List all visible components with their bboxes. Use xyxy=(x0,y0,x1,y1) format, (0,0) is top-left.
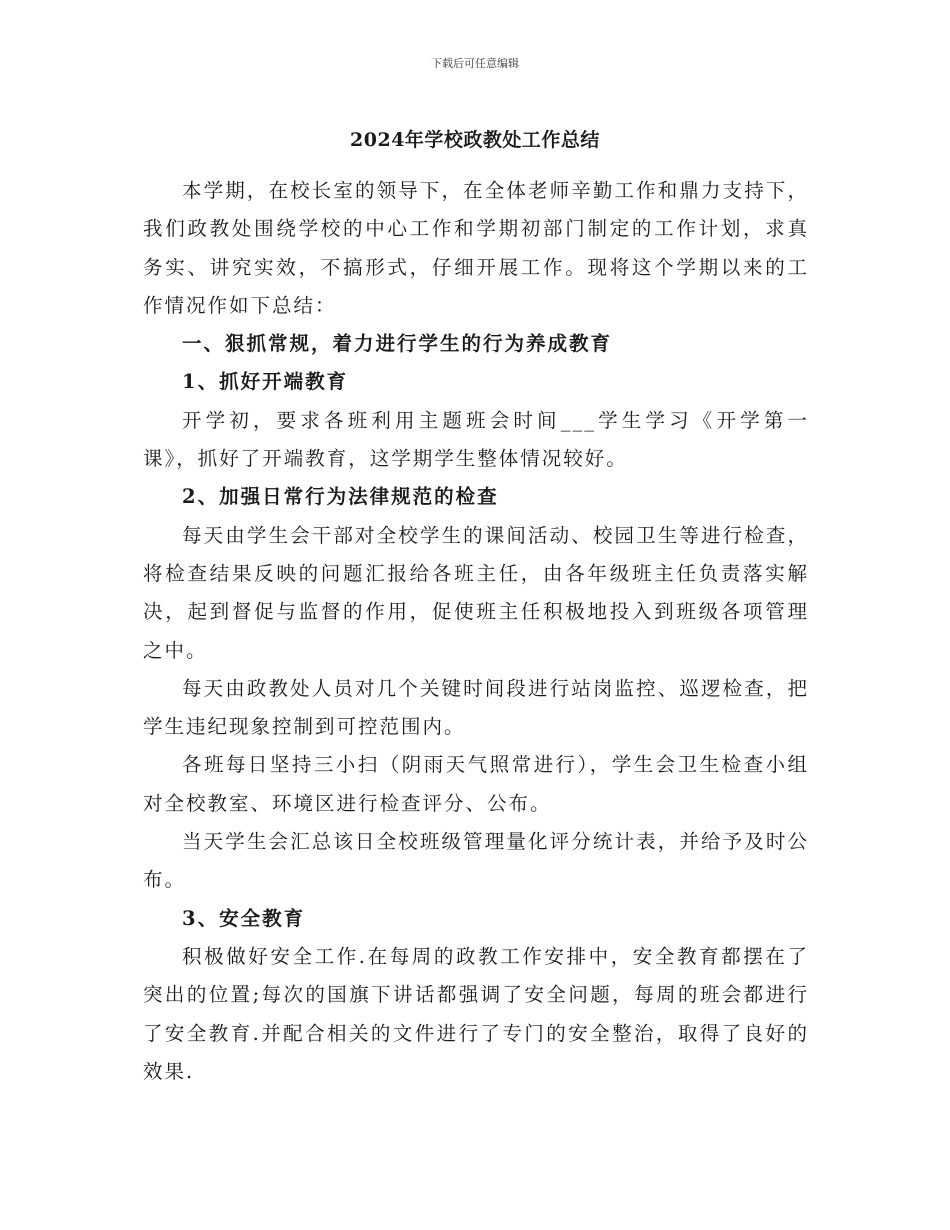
section-heading-1: 一、狠抓常规，着力进行学生的行为养成教育 xyxy=(182,332,613,356)
paragraph: 各班每日坚持三小扫（阴雨天气照常进行），学生会卫生检查小组对全校教室、环境区进行检查评分、公布。 xyxy=(143,753,809,815)
paragraph: 积极做好安全工作.在每周的政教工作安排中，安全教育都摆在了突出的位置;每次的国旗下讲话都强调了安全问题，每周的班会都进行了安全教育.并配合相关的文件进行了专门的安全整治，取得了良好的效果. xyxy=(143,944,809,1083)
paragraph: 每天由政教处人员对几个关键时间段进行站岗监控、巡逻检查，把学生违纪现象控制到可控范围内。 xyxy=(143,676,809,739)
paragraph-intro: 本学期，在校长室的领导下，在全体老师辛勤工作和鼎力支持下，我们政教处围绕学校的中心工作和学期初部门制定的工作计划，求真务实、讲究实效，不搞形式，仔细开展工作。现将这个学期以来的工作情况作如下总结： xyxy=(143,179,809,317)
paragraph: 开学初，要求各班利用主题班会时间___学生学习《开学第一课》，抓好了开端教育，这学期学生整体情况较好。 xyxy=(143,408,809,471)
paragraph: 当天学生会汇总该日全校班级管理量化评分统计表，并给予及时公布。 xyxy=(143,830,809,892)
document-title: 2024年学校政教处工作总结 xyxy=(350,129,600,151)
paragraph: 每天由学生会干部对全校学生的课间活动、校园卫生等进行检查，将检查结果反映的问题汇报给各班主任，由各年级班主任负责落实解决，起到督促与监督的作用，促使班主任积极地投入到班级各项管理之中。 xyxy=(143,523,809,662)
document-body xyxy=(143,172,809,1091)
header-note: 下载后可任意编辑 xyxy=(431,57,519,70)
subsection-heading-1: 1、抓好开端教育 xyxy=(182,370,349,394)
subsection-heading-2: 2、加强日常行为法律规范的检查 xyxy=(182,485,499,509)
subsection-heading-3: 3、安全教育 xyxy=(182,906,306,930)
